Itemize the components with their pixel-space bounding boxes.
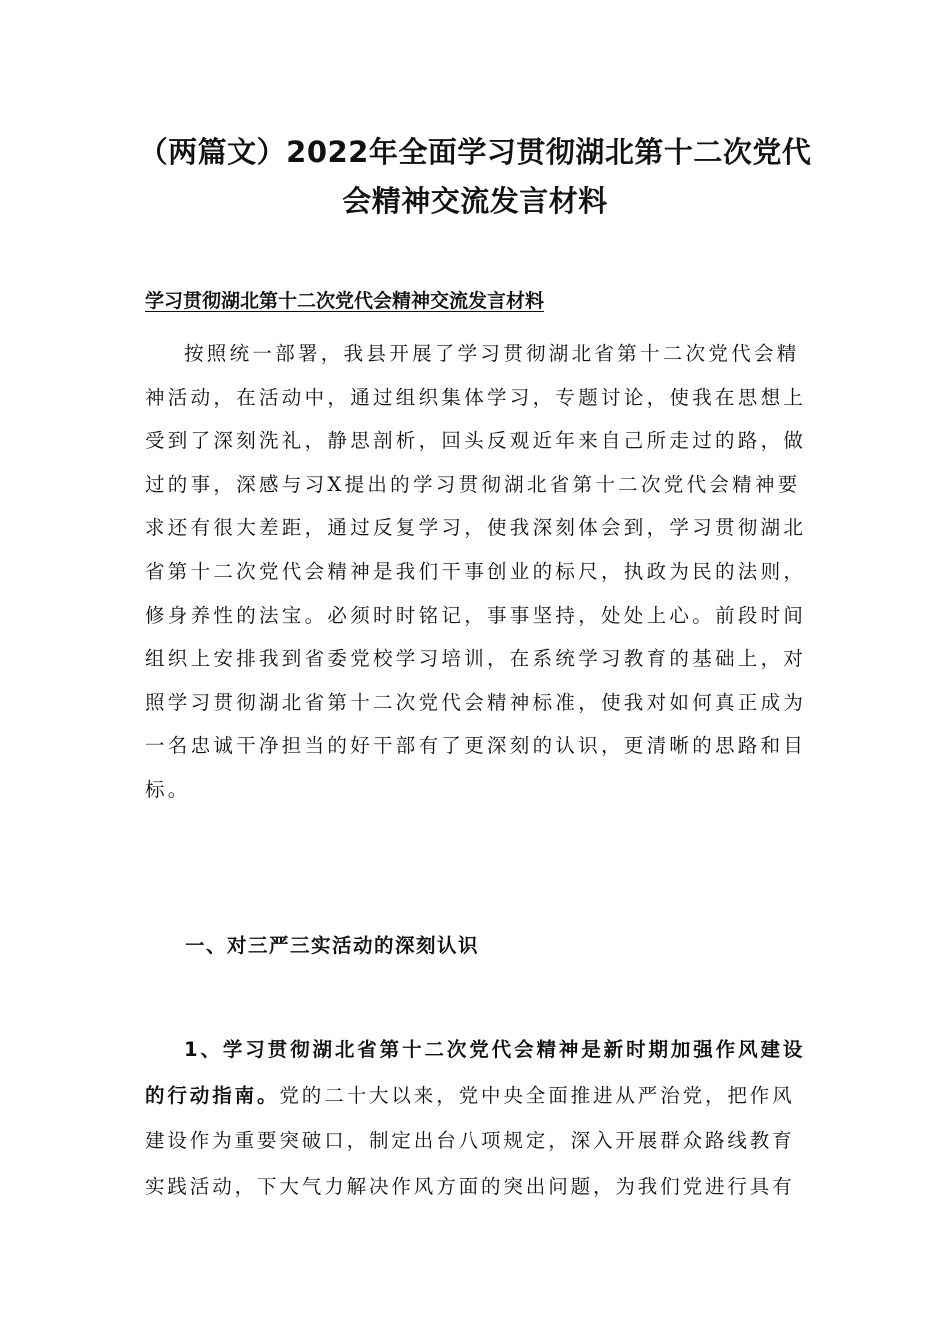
- paragraph-text: 党的二十大以来，党中央全面推进从严治党，把作风: [279, 1083, 795, 1107]
- paragraph-line: 省第十二次党代会精神是我们干事创业的标尺，执政为民的法则，: [145, 559, 807, 583]
- paragraph-line: 过的事，深感与习X提出的学习贯彻湖北省第十二次党代会精神要: [145, 472, 801, 496]
- section-paragraph: [145, 1027, 815, 1209]
- paragraph-lead-bold: 1、学习贯彻湖北省第十二次党代会精神是新时期加强作风建设: [184, 1038, 806, 1061]
- article-subtitle: 学习贯彻湖北第十二次党代会精神交流发言材料: [145, 290, 545, 312]
- paragraph-line: 标。: [145, 777, 191, 801]
- section-heading: 一、对三严三实活动的深刻认识: [185, 934, 480, 957]
- document-title: [130, 128, 820, 226]
- paragraph-line: 照学习贯彻湖北省第十二次党代会精神标准，使我对如何真正成为: [145, 690, 807, 714]
- paragraph-lead-bold-end: 的行动指南。: [145, 1083, 280, 1107]
- paragraph-line: 组织上安排我到省委党校学习培训，在系统学习教育的基础上，对: [145, 647, 807, 671]
- paragraph-line: 修身养性的法宝。必须时时铭记，事事坚持，处处上心。前段时间: [145, 603, 807, 627]
- paragraph-line: 神活动，在活动中，通过组织集体学习，专题讨论，使我在思想上: [145, 385, 807, 409]
- paragraph-line: 按照统一部署，我县开展了学习贯彻湖北省第十二次党代会精: [184, 342, 800, 365]
- document-title-line-2: 会精神交流发言材料: [342, 184, 608, 218]
- paragraph-line: 受到了深刻洗礼，静思剖析，回头反观近年来自己所走过的路，做: [145, 429, 807, 453]
- paragraph-line: 求还有很大差距，通过反复学习，使我深刻体会到，学习贯彻湖北: [145, 516, 807, 540]
- document-title-line-1: （两篇文）2022年全面学习贯彻湖北第十二次党代: [138, 135, 812, 169]
- paragraph-line: 实践活动，下大气力解决作风方面的突出问题，为我们党进行具有: [145, 1174, 795, 1198]
- paragraph-line: 建设作为重要突破口，制定出台八项规定，深入开展群众路线教育: [145, 1129, 795, 1153]
- intro-paragraph: [145, 332, 815, 812]
- paragraph-line: [145, 1073, 815, 1119]
- paragraph-line: 一名忠诚干净担当的好干部有了更深刻的认识，更清晰的思路和目: [145, 734, 807, 758]
